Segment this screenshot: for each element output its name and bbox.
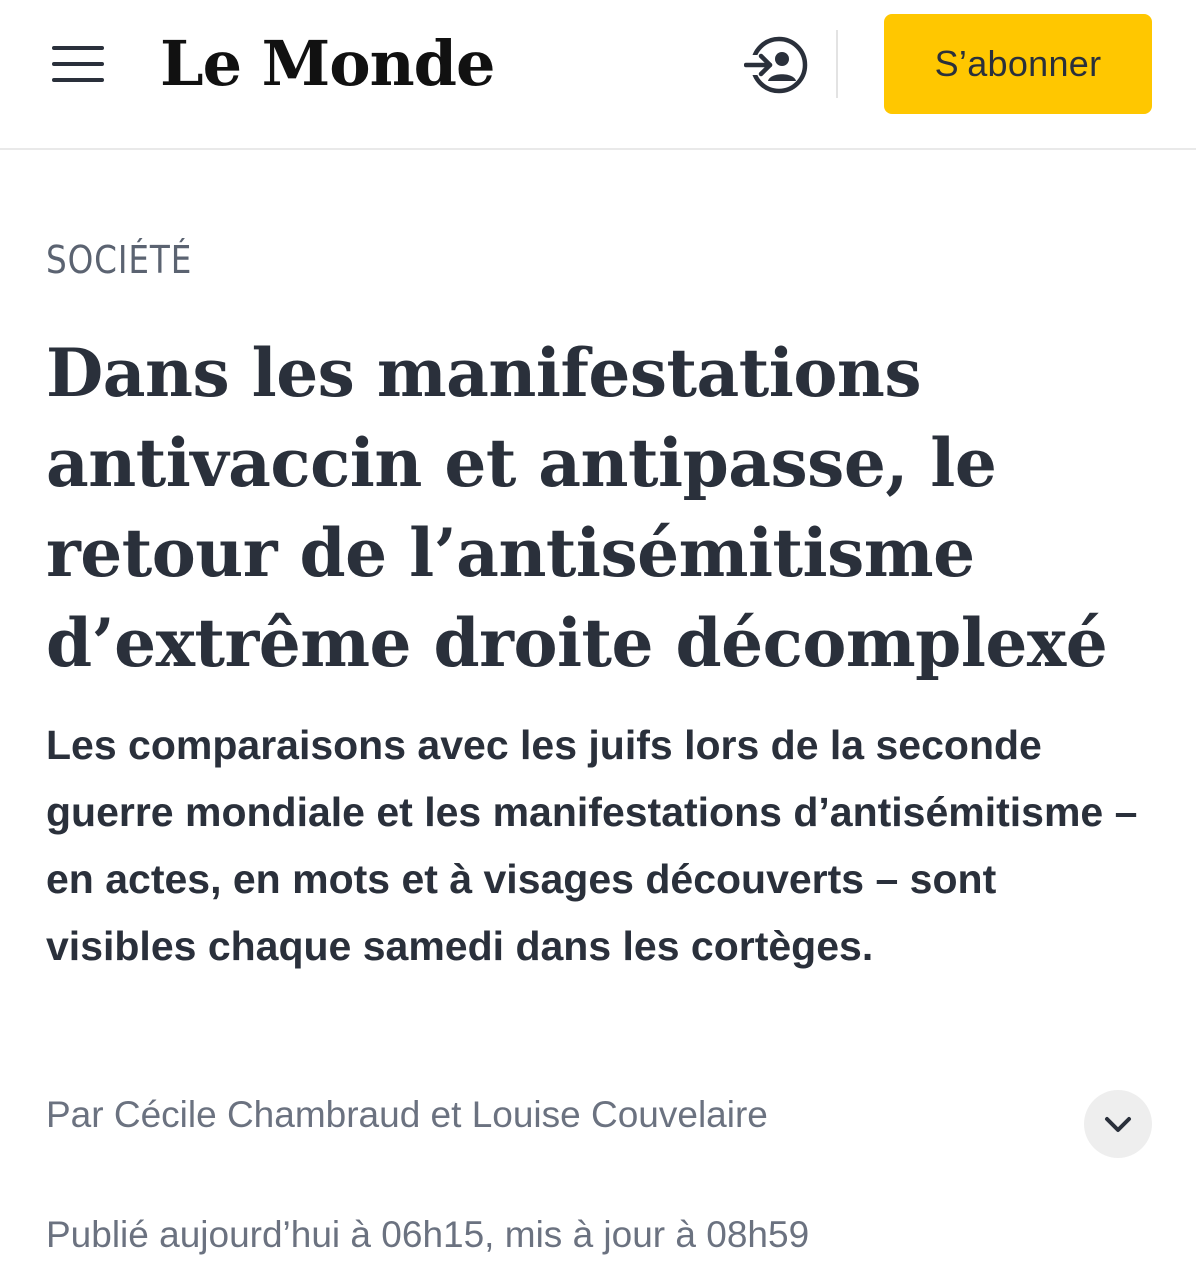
article-byline: Par Cécile Chambraud et Louise Couvelaire <box>46 1094 768 1135</box>
chevron-down-icon <box>1102 1110 1134 1138</box>
site-header <box>0 0 1196 150</box>
hamburger-menu-icon[interactable] <box>52 44 106 84</box>
publication-date: Publié aujourd’hui à 06h15, mis à jour à 08h59 <box>46 1214 810 1255</box>
site-logo[interactable]: Le Monde <box>160 27 495 100</box>
section-kicker[interactable]: SOCIÉTÉ <box>46 238 193 282</box>
header-divider <box>836 30 838 98</box>
menu-bar <box>52 62 104 66</box>
menu-bar <box>52 78 104 82</box>
menu-bar <box>52 46 104 50</box>
article-standfirst: Les comparaisons avec les juifs lors de la seconde guerre mondiale et les manifestations d’antisémitisme – en actes, en mots et à visages découverts – sont visibles chaque samedi dans les cortèges. <box>46 722 1138 969</box>
article-title: Dans les manifestations antivaccin et antipasse, le retour de l’antisémitisme d’extrême droite décomplexé <box>46 334 1108 682</box>
byline-expand-button[interactable] <box>1084 1090 1152 1158</box>
login-user-icon[interactable] <box>744 34 810 96</box>
subscribe-button[interactable]: S’abonner <box>884 14 1152 114</box>
